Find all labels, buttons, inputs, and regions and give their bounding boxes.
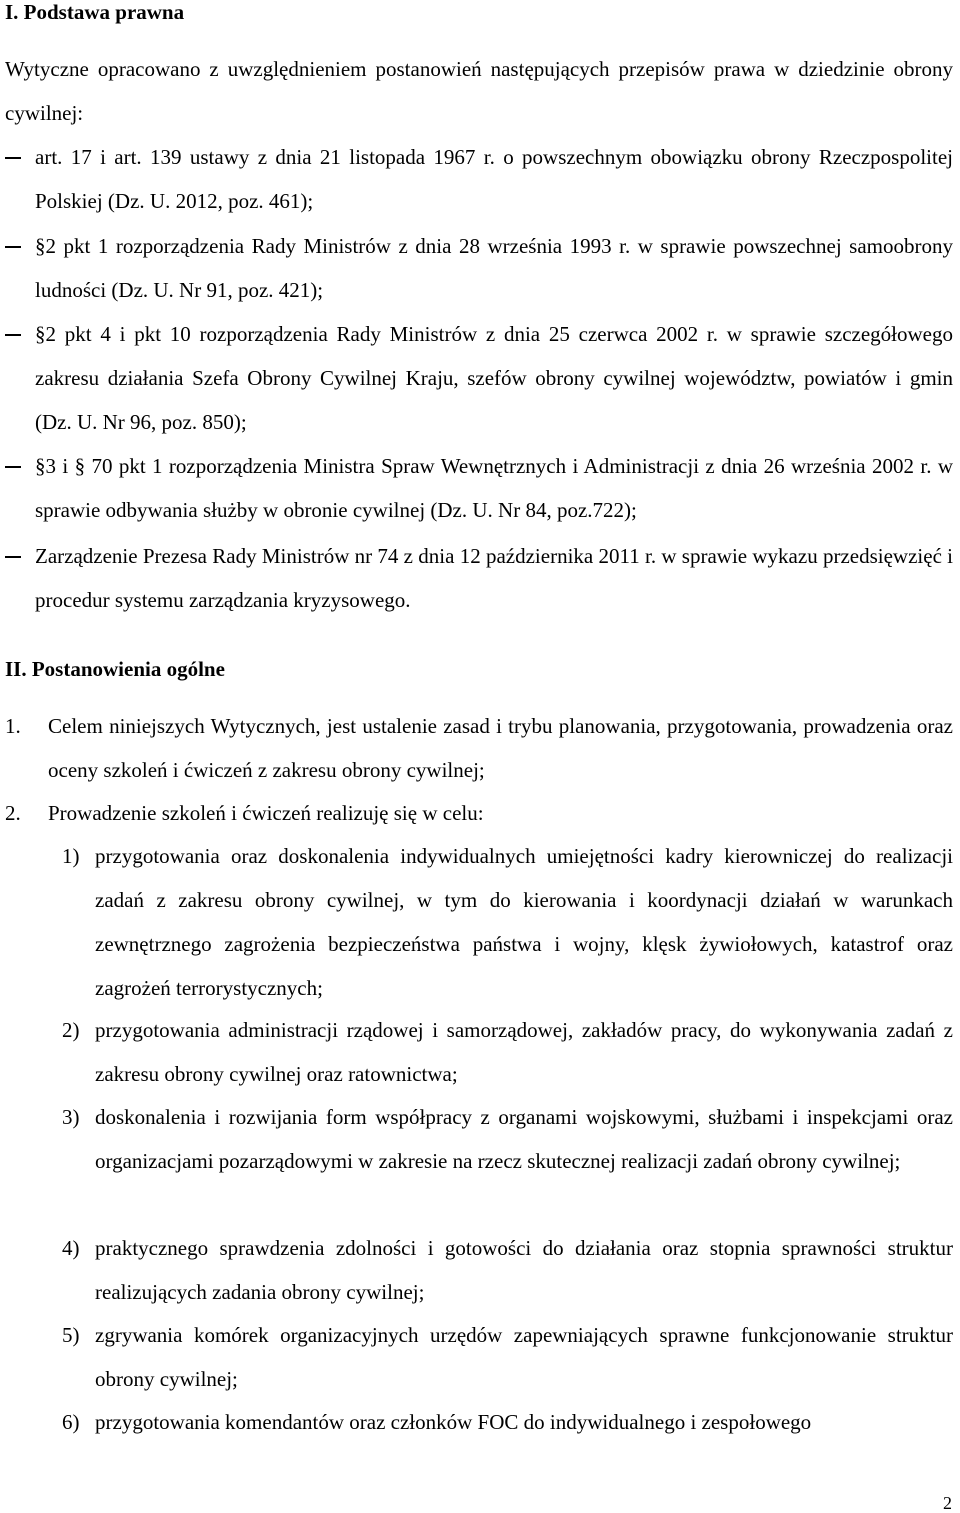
- training-goal-text: przygotowania administracji rządowej i samorządowej, zakładów pracy, do wykonywania zadań z zakresu obrony cywilnej oraz ratownictwa;: [95, 1018, 953, 1086]
- training-goal-number: 4): [62, 1236, 80, 1260]
- training-goal-number: 3): [62, 1105, 80, 1129]
- dash-bullet-icon: [5, 135, 21, 179]
- provision-text: Celem niniejszych Wytycznych, jest ustalenie zasad i trybu planowania, przygotowania, prowadzenia oraz oceny szkoleń i ćwiczeń z zakresu obrony cywilnej;: [48, 714, 953, 782]
- legal-basis-item-text: §3 i § 70 pkt 1 rozporządzenia Ministra Spraw Wewnętrznych i Administracji z dnia 26 września 2002 r. w sprawie odbywania służby w obronie cywilnej (Dz. U. Nr 84, poz.722);: [35, 454, 953, 522]
- section-heading-general-provisions: II. Postanowienia ogólne: [5, 657, 225, 681]
- legal-basis-item-text: §2 pkt 1 rozporządzenia Rady Ministrów z dnia 28 września 1993 r. w sprawie powszechnej samoobrony ludności (Dz. U. Nr 91, poz. 421);: [35, 234, 953, 302]
- provision-text: Prowadzenie szkoleń i ćwiczeń realizuję się w celu:: [48, 801, 484, 825]
- training-goal-text: praktycznego sprawdzenia zdolności i gotowości do działania oraz stopnia sprawności struktur realizujących zadania obrony cywilnej;: [95, 1236, 953, 1304]
- page-number: 2: [943, 1493, 952, 1513]
- dash-bullet-icon: [5, 444, 21, 488]
- training-goal-text: doskonalenia i rozwijania form współpracy z organami wojskowymi, służbami i inspekcjami oraz organizacjami pozarządowymi w zakresie na rzecz skutecznej realizacji zadań obrony cywilnej;: [95, 1105, 953, 1173]
- section-heading-legal-basis: I. Podstawa prawna: [5, 0, 185, 24]
- training-goal-number: 6): [62, 1410, 80, 1434]
- legal-basis-item-text: art. 17 i art. 139 ustawy z dnia 21 listopada 1967 r. o powszechnym obowiązku obrony Rzeczpospolitej Polskiej (Dz. U. 2012, poz. 461);: [35, 145, 953, 213]
- provision-number: 1.: [5, 714, 21, 738]
- dash-bullet-icon: [5, 224, 21, 268]
- training-goal-text: przygotowania komendantów oraz członków FOC do indywidualnego i zespołowego: [95, 1410, 812, 1434]
- legal-basis-item-text: §2 pkt 4 i pkt 10 rozporządzenia Rady Ministrów z dnia 25 czerwca 2002 r. w sprawie szczegółowego zakresu działania Szefa Obrony Cywilnej Kraju, szefów obrony cywilnej województw, powiatów i gmin (Dz. U. Nr 96, poz. 850);: [35, 322, 953, 434]
- dash-bullet-icon: [5, 534, 21, 578]
- dash-bullet-icon: [5, 312, 21, 356]
- provision-number: 2.: [5, 801, 21, 825]
- legal-basis-item-text: Zarządzenie Prezesa Rady Ministrów nr 74 z dnia 12 października 2011 r. w sprawie wykazu przedsięwzięć i procedur systemu zarządzania kryzysowego.: [35, 544, 953, 612]
- training-goal-number: 1): [62, 844, 80, 868]
- training-goal-text: zgrywania komórek organizacyjnych urzędów zapewniających sprawne funkcjonowanie struktur obrony cywilnej;: [95, 1323, 953, 1391]
- training-goal-number: 5): [62, 1323, 80, 1347]
- training-goal-number: 2): [62, 1018, 80, 1042]
- section-intro-text: Wytyczne opracowano z uwzględnieniem postanowień następujących przepisów prawa w dziedzinie obrony cywilnej:: [5, 57, 953, 125]
- training-goal-text: przygotowania oraz doskonalenia indywidualnych umiejętności kadry kierowniczej do realizacji zadań z zakresu obrony cywilnej, w tym do kierowania i koordynacji działań w warunkach zewnętrznego zagrożenia bezpieczeństwa państwa i wojny, klęsk żywiołowych, katastrof oraz zagrożeń terrorystycznych;: [95, 844, 953, 1000]
